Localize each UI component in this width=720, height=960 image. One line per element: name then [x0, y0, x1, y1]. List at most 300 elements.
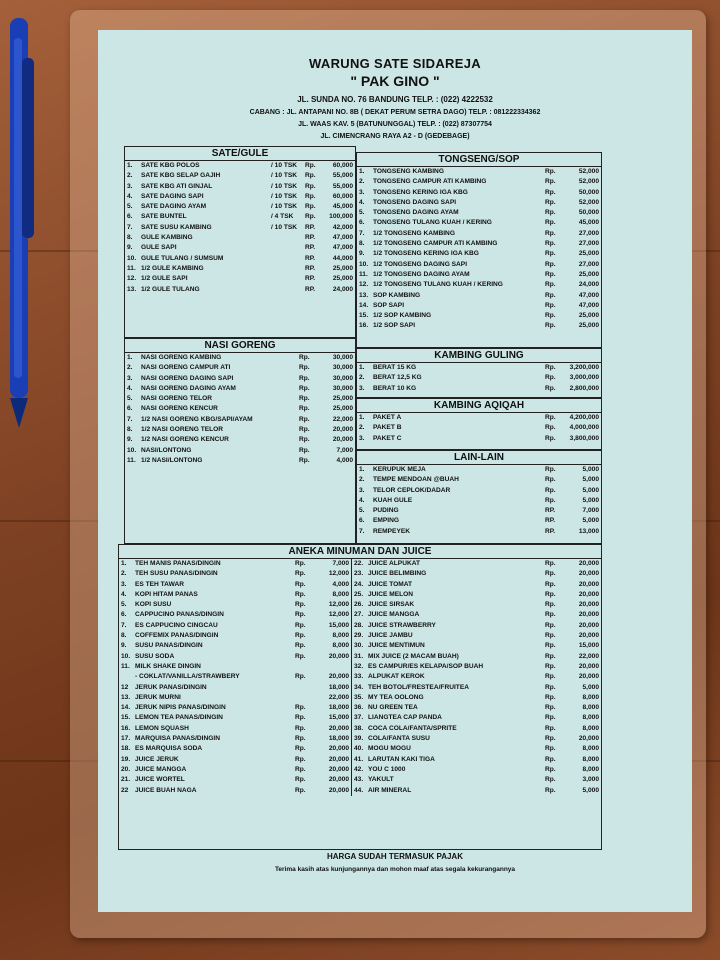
item-number: 9. — [359, 250, 365, 258]
menu-item-row — [357, 270, 601, 280]
item-price: 5,000 — [582, 496, 599, 504]
item-number: 5. — [359, 507, 365, 515]
item-name: 1/2 GULE KAMBING — [141, 264, 204, 272]
item-number: 16. — [359, 322, 369, 330]
item-price: 20,000 — [328, 652, 349, 660]
item-name: TEH MANIS PANAS/DINGIN — [135, 560, 221, 567]
currency-label: Rp. — [545, 291, 556, 299]
item-number: 16. — [121, 724, 131, 732]
menu-item-row — [352, 755, 601, 765]
item-number: 1. — [359, 168, 365, 175]
item-number: 15. — [359, 312, 369, 320]
currency-label: Rp. — [295, 735, 306, 743]
pen-icon — [2, 18, 42, 428]
menu-item-row — [357, 280, 601, 290]
item-number: 4. — [127, 384, 133, 392]
item-price: 15,000 — [328, 621, 349, 629]
item-name: SATE DAGING AYAM — [141, 203, 207, 211]
item-number: 4. — [359, 198, 365, 206]
item-name: JUICE JAMBU — [368, 632, 413, 640]
item-price: 5,000 — [582, 683, 599, 691]
cabang-label: CABANG : — [249, 109, 285, 116]
currency-label: RP. — [545, 517, 556, 525]
item-number: 41. — [354, 755, 364, 763]
item-number: 25. — [354, 590, 364, 598]
currency-label: Rp. — [545, 260, 556, 268]
item-number: 21. — [121, 776, 131, 784]
menu-item-row — [352, 662, 601, 672]
item-price: 25,000 — [332, 395, 353, 403]
item-number: 34. — [354, 683, 364, 691]
item-name: JUICE BUAH NAGA — [135, 786, 197, 794]
item-price: 20,000 — [328, 673, 349, 681]
currency-label: Rp. — [295, 652, 306, 660]
currency-label — [295, 693, 313, 703]
currency-label: RP. — [305, 275, 316, 283]
item-number: 6. — [127, 405, 133, 413]
item-price: 20,000 — [578, 621, 599, 629]
item-price: 60,000 — [332, 162, 353, 169]
currency-label: Rp. — [299, 364, 310, 372]
item-quantity: / 10 TSK — [271, 192, 298, 200]
item-name: PUDING — [373, 507, 399, 515]
item-number: 1. — [127, 162, 133, 169]
item-name: TONGSENG TULANG KUAH / KERING — [373, 219, 492, 227]
currency-label: Rp. — [305, 213, 316, 221]
item-price: 20,000 — [328, 765, 349, 773]
currency-label: Rp. — [305, 172, 316, 180]
currency-label: Rp. — [545, 374, 556, 382]
menu-item-row — [125, 233, 355, 243]
item-price: 7,000 — [582, 507, 599, 515]
item-quantity: / 10 TSK — [271, 182, 298, 190]
item-name: SUSU SODA — [135, 652, 175, 660]
currency-label: Rp. — [295, 570, 306, 578]
currency-label — [295, 662, 313, 672]
item-price: 20,000 — [328, 745, 349, 753]
currency-label: RP. — [545, 507, 556, 515]
item-number: 2. — [127, 172, 133, 180]
currency-label: Rp. — [299, 405, 310, 413]
currency-label: Rp. — [295, 590, 306, 598]
item-name: - COKLAT/VANILLA/STRAWBERY — [135, 673, 240, 681]
menu-item-row — [357, 177, 601, 187]
item-price: 5,000 — [582, 786, 599, 794]
item-number: 2. — [359, 178, 365, 186]
item-number: 10. — [359, 260, 369, 268]
branch-line — [98, 107, 692, 119]
item-number: 26. — [354, 601, 364, 609]
item-name: BERAT 10 KG — [373, 384, 417, 392]
item-number: 24. — [354, 580, 364, 588]
item-price: 20,000 — [328, 786, 349, 794]
item-number: 40. — [354, 745, 364, 753]
item-name: KOPI SUSU — [135, 601, 172, 609]
currency-label: Rp. — [295, 621, 306, 629]
item-name: JERUK MURNI — [135, 693, 181, 701]
item-name: JUICE WORTEL — [135, 776, 185, 784]
aqiqah-list — [357, 413, 601, 444]
item-price: 20,000 — [578, 662, 599, 670]
currency-label: Rp. — [299, 456, 310, 464]
menu-item-row — [352, 621, 601, 631]
item-name: 1/2 TONGSENG DAGING SAPI — [373, 260, 468, 268]
item-name: BERAT 15 KG — [373, 364, 417, 371]
currency-label: RP. — [305, 264, 316, 272]
item-name: JUICE MELON — [368, 590, 414, 598]
item-price: 18,000 — [328, 683, 349, 691]
item-name: GULE KAMBING — [141, 234, 193, 242]
item-number: 5. — [359, 209, 365, 217]
item-quantity: / 10 TSK — [271, 203, 298, 211]
currency-label: Rp. — [545, 496, 556, 504]
item-price: 18,000 — [328, 735, 349, 743]
item-price: 20,000 — [332, 426, 353, 434]
item-price: 50,000 — [578, 209, 599, 217]
menu-item-row — [125, 182, 355, 192]
item-number: 10. — [127, 446, 137, 454]
item-number: 7. — [121, 621, 127, 629]
item-quantity — [271, 285, 305, 295]
item-number: 6. — [359, 517, 365, 525]
item-price: 8,000 — [582, 755, 599, 763]
item-number: 5. — [121, 601, 127, 609]
menu-item-row — [357, 527, 601, 537]
menu-item-row — [125, 212, 355, 222]
tax-note: HARGA SUDAH TERMASUK PAJAK — [326, 852, 463, 861]
lain-lain-section — [356, 450, 602, 544]
currency-label: Rp. — [305, 162, 316, 169]
menu-item-row — [352, 734, 601, 744]
item-price: 55,000 — [332, 182, 353, 190]
item-name: SATE SUSU KAMBING — [141, 223, 212, 231]
item-name: REMPEYEK — [373, 527, 411, 535]
item-price: 20,000 — [578, 673, 599, 681]
item-price: 22,000 — [332, 415, 353, 423]
menu-item-row — [357, 465, 601, 475]
item-number: 2. — [359, 374, 365, 382]
menu-item-row — [125, 243, 355, 253]
item-number: 23. — [354, 570, 364, 578]
item-name: KOPI HITAM PANAS — [135, 590, 198, 598]
item-name: LEMON TEA PANAS/DINGIN — [135, 714, 223, 722]
item-quantity — [271, 264, 305, 274]
currency-label: Rp. — [295, 714, 306, 722]
minuman-right-col — [352, 559, 601, 796]
item-name: TONGSENG DAGING SAPI — [373, 198, 457, 206]
menu-item-row — [352, 641, 601, 651]
item-name: NU GREEN TEA — [368, 704, 418, 712]
currency-label: Rp. — [545, 662, 556, 670]
menu-item-row — [119, 580, 351, 590]
currency-label: Rp. — [545, 198, 556, 206]
item-price: 8,000 — [582, 704, 599, 712]
item-name: JUICE STRAWBERRY — [368, 621, 436, 629]
item-number: 7. — [359, 527, 365, 535]
menu-item-row — [352, 652, 601, 662]
menu-item-row — [357, 363, 601, 373]
item-name: 1/2 SOP SAPI — [373, 322, 416, 330]
tongseng-section — [356, 152, 602, 348]
item-price: 5,000 — [582, 517, 599, 525]
item-price: 20,000 — [578, 735, 599, 743]
item-price: 8,000 — [332, 590, 349, 598]
menu-item-row — [125, 285, 355, 295]
currency-label: Rp. — [299, 395, 310, 403]
item-price: 15,000 — [578, 642, 599, 650]
menu-item-row — [352, 775, 601, 785]
currency-label: Rp. — [295, 642, 306, 650]
currency-label: Rp. — [295, 580, 306, 588]
section-title: KAMBING GULING — [357, 349, 601, 363]
item-number: 3. — [127, 374, 133, 382]
item-number: 5. — [127, 395, 133, 403]
item-name: NASI GORENG KENCUR — [141, 405, 218, 413]
item-price: 12,000 — [328, 611, 349, 619]
restaurant-name: WARUNG SATE SIDAREJA — [309, 56, 481, 71]
currency-label: Rp. — [545, 270, 556, 278]
item-quantity: / 10 TSK — [271, 172, 298, 180]
item-name: JERUK PANAS/DINGIN — [135, 683, 207, 691]
item-name: 1/2 NASI GORENG KENCUR — [141, 436, 229, 444]
item-price: 44,000 — [332, 254, 353, 262]
item-number: 14. — [121, 704, 131, 712]
item-name: TEH SUSU PANAS/DINGIN — [135, 570, 218, 578]
item-price: 20,000 — [578, 590, 599, 598]
item-number: 10. — [121, 652, 131, 660]
menu-item-row — [119, 744, 351, 754]
menu-header — [98, 56, 692, 143]
item-name: TELOR CEPLOK/DADAR — [373, 486, 451, 494]
menu-item-row — [119, 652, 351, 662]
item-price: 30,000 — [332, 354, 353, 361]
item-number: 22 — [121, 786, 129, 794]
currency-label: RP. — [305, 234, 316, 242]
item-name: 1/2 GULE SAPI — [141, 275, 188, 283]
menu-item-row — [119, 786, 351, 796]
item-name: JUICE JERUK — [135, 755, 179, 763]
item-name: SATE KBG SELAP GAJIH — [141, 172, 221, 180]
item-price: 100,000 — [329, 213, 353, 221]
menu-item-row — [125, 192, 355, 202]
item-number: 3. — [359, 188, 365, 196]
item-number: 2. — [121, 570, 127, 578]
item-number: 11. — [121, 662, 130, 670]
item-price: 7,000 — [336, 446, 353, 454]
currency-label: Rp. — [545, 424, 556, 432]
menu-item-row — [352, 724, 601, 734]
menu-item-row — [119, 693, 351, 703]
item-number: 35. — [354, 693, 364, 701]
restaurant-subtitle: " PAK GINO " — [350, 73, 440, 89]
menu-item-row — [357, 291, 601, 301]
item-name: 1/2 SOP KAMBING — [373, 312, 432, 320]
item-name: 1/2 NASI GORENG TELOR — [141, 426, 224, 434]
menu-item-row — [357, 321, 601, 331]
section-title: NASI GORENG — [125, 339, 355, 353]
menu-item-row — [357, 311, 601, 321]
item-name: SATE KBG POLOS — [141, 162, 200, 169]
item-name: COFFEMIX PANAS/DINGIN — [135, 632, 219, 640]
menu-item-row — [125, 384, 355, 394]
currency-label: Rp. — [545, 724, 556, 732]
item-number: 37. — [354, 714, 364, 722]
currency-label: Rp. — [299, 436, 310, 444]
menu-item-row — [119, 683, 351, 693]
item-number: 43. — [354, 776, 364, 784]
menu-item-row — [352, 631, 601, 641]
sate-list — [125, 161, 355, 295]
menu-item-row — [119, 559, 351, 569]
currency-label: RP. — [305, 223, 316, 231]
item-name: MY TEA OOLONG — [368, 693, 424, 701]
menu-item-row — [352, 580, 601, 590]
item-number: 3. — [359, 384, 365, 392]
item-number: 7. — [359, 229, 365, 237]
item-price: 4,000 — [336, 456, 353, 464]
item-number: 39. — [354, 735, 364, 743]
item-name: COLA/FANTA SUSU — [368, 735, 430, 743]
item-price: 60,000 — [332, 192, 353, 200]
item-name: EMPING — [373, 517, 400, 525]
item-price — [313, 662, 351, 672]
menu-item-row — [357, 218, 601, 228]
item-number: 20. — [121, 765, 131, 773]
item-price: 25,000 — [578, 322, 599, 330]
item-price: 47,000 — [332, 244, 353, 252]
item-price: 4,000,000 — [569, 424, 599, 432]
item-price: 15,000 — [328, 714, 349, 722]
item-price: 20,000 — [328, 755, 349, 763]
item-name: AIR MINERAL — [368, 786, 412, 794]
currency-label: Rp. — [545, 301, 556, 309]
item-quantity: / 4 TSK — [271, 213, 294, 221]
currency-label: Rp. — [545, 714, 556, 722]
item-number: 9. — [127, 244, 133, 252]
item-number: 5. — [127, 203, 133, 211]
item-number: 29. — [354, 632, 364, 640]
item-name: JUICE MENTIMUN — [368, 642, 425, 650]
item-number: 1. — [121, 560, 127, 567]
menu-item-row — [125, 394, 355, 404]
item-quantity — [271, 254, 305, 264]
item-number: 2. — [127, 364, 133, 372]
menu-item-row — [357, 506, 601, 516]
menu-item-row — [125, 404, 355, 414]
currency-label: Rp. — [305, 203, 316, 211]
menu-item-row — [352, 610, 601, 620]
item-name: BERAT 12,5 KG — [373, 374, 422, 382]
currency-label: Rp. — [545, 250, 556, 258]
item-price: 20,000 — [578, 560, 599, 567]
currency-label: Rp. — [545, 434, 556, 442]
menu-item-row — [119, 600, 351, 610]
menu-item-row — [125, 264, 355, 274]
currency-label: Rp. — [545, 735, 556, 743]
item-price: 3,000 — [582, 776, 599, 784]
item-price: 20,000 — [578, 632, 599, 640]
thanks-note: Terima kasih atas kunjungannya dan mohon maaf atas segala kekurangannya — [274, 866, 516, 873]
currency-label: Rp. — [545, 755, 556, 763]
currency-label: RP. — [305, 285, 316, 293]
item-number: 42. — [354, 765, 364, 773]
item-number: 28. — [354, 621, 364, 629]
item-price: 24,000 — [578, 281, 599, 289]
menu-item-row — [352, 683, 601, 693]
menu-item-row — [352, 765, 601, 775]
item-name: ES MARQUISA SODA — [135, 745, 203, 753]
menu-item-row — [125, 223, 355, 233]
kambing-aqiqah-section — [356, 398, 602, 450]
item-name: MILK SHAKE DINGIN — [135, 662, 201, 670]
item-name: SATE KBG ATI GINJAL — [141, 182, 213, 190]
menu-item-row — [357, 413, 601, 423]
item-number: 8. — [359, 240, 365, 248]
menu-item-row — [352, 703, 601, 713]
item-name: ES TEH TAWAR — [135, 580, 184, 588]
currency-label: Rp. — [295, 724, 306, 732]
branch-2: JL. WAAS KAV. 5 (BATUNUNGGAL) TELP. : (022) 87307754 — [298, 121, 492, 128]
item-number: 2. — [359, 424, 365, 432]
item-number: 7. — [127, 223, 133, 231]
item-price: 8,000 — [332, 642, 349, 650]
menu-item-row — [357, 373, 601, 383]
currency-label: Rp. — [295, 632, 306, 640]
currency-label: Rp. — [545, 621, 556, 629]
item-name: 1/2 TONGSENG CAMPUR ATI KAMBING — [373, 240, 498, 248]
item-quantity — [271, 243, 305, 253]
menu-item-row — [352, 693, 601, 703]
item-price: 8,000 — [582, 724, 599, 732]
item-price: 25,000 — [332, 405, 353, 413]
menu-item-row — [357, 198, 601, 208]
minuman-left-col — [119, 559, 352, 796]
currency-label: Rp. — [545, 673, 556, 681]
item-price: 4,000 — [332, 580, 349, 588]
item-name: MARQUISA PANAS/DINGIN — [135, 735, 220, 743]
item-name: SOP SAPI — [373, 301, 405, 309]
section-title: TONGSENG/SOP — [357, 153, 601, 167]
menu-item-row — [125, 374, 355, 384]
item-number: 15. — [121, 714, 131, 722]
menu-item-row — [357, 496, 601, 506]
item-quantity — [271, 233, 305, 243]
menu-item-row — [119, 631, 351, 641]
item-price: 13,000 — [578, 527, 599, 535]
item-price: 8,000 — [582, 745, 599, 753]
item-number: 8. — [121, 632, 127, 640]
item-number: 1. — [359, 466, 365, 473]
item-number: 10. — [127, 254, 137, 262]
item-name: ALPUKAT KEROK — [368, 673, 425, 681]
item-name: CAPPUCINO PANAS/DINGIN — [135, 611, 224, 619]
menu-item-row — [357, 516, 601, 526]
currency-label: Rp. — [545, 580, 556, 588]
item-number: 6. — [121, 611, 127, 619]
currency-label: RP. — [305, 244, 316, 252]
currency-label: Rp. — [545, 466, 556, 473]
item-number: 1. — [359, 364, 365, 371]
item-name: TEMPE MENDOAN @BUAH — [373, 476, 459, 484]
menu-item-row — [357, 384, 601, 394]
currency-label: Rp. — [299, 384, 310, 392]
item-price: 12,000 — [328, 570, 349, 578]
menu-item-row — [125, 254, 355, 264]
item-name: MOGU MOGU — [368, 745, 411, 753]
menu-item-row — [357, 486, 601, 496]
item-number: 30. — [354, 642, 364, 650]
section-title: ANEKA MINUMAN DAN JUICE — [119, 545, 601, 559]
